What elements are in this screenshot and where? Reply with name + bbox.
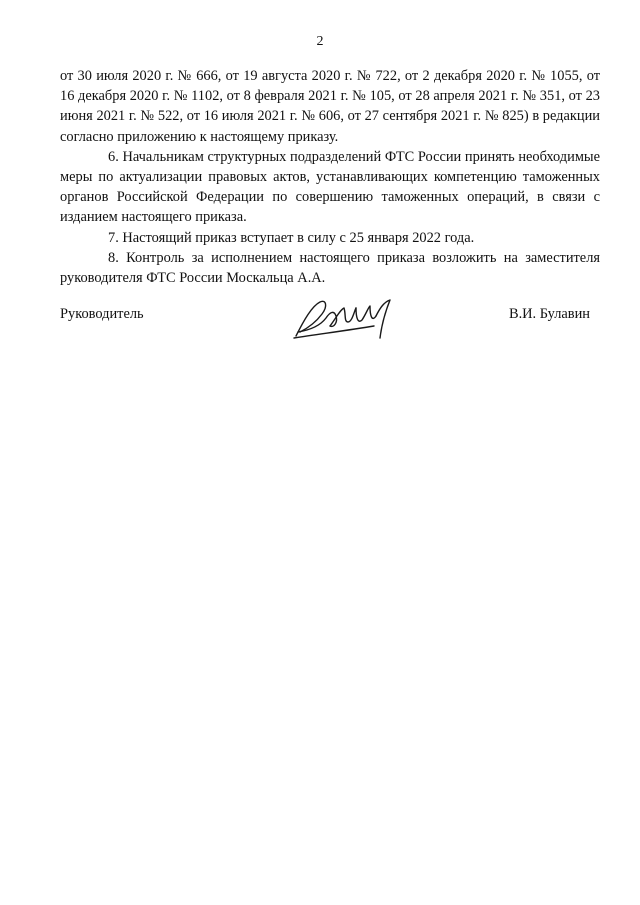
page-number: 2 <box>316 34 324 49</box>
paragraph-6: 6. Начальникам структурных подразделений ФТС России принять необходимые меры по актуализации правовых актов, устанавливающих компетенцию таможенных органов Российской Федерации по совершению таможенных операций, в связи с изданием настоящего приказа. <box>60 148 600 226</box>
signature-block <box>60 292 600 352</box>
paragraph-8: 8. Контроль за исполнением настоящего приказа возложить на заместителя руководителя ФТС России Москальца А.А. <box>60 249 600 287</box>
signatory-title: Руководитель <box>60 306 144 322</box>
document-body <box>60 66 600 288</box>
paragraph-7: 7. Настоящий приказ вступает в силу с 25 января 2022 года. <box>108 229 475 246</box>
signatory-name: В.И. Булавин <box>508 306 590 322</box>
handwritten-signature <box>290 292 410 344</box>
paragraph-continuation: от 30 июля 2020 г. № 666, от 19 августа 2020 г. № 722, от 2 декабря 2020 г. № 1055, от 16 декабря 2020 г. № 1102, от 8 февраля 2021 г. № 105, от 28 апреля 2021 г. № 351, от 23 июня 2021 г. № 522, от 16 июля 2021 г. № 606, от 27 сентября 2021 г. № 825) в редакции согласно приложению к настоящему приказу. <box>60 68 600 145</box>
